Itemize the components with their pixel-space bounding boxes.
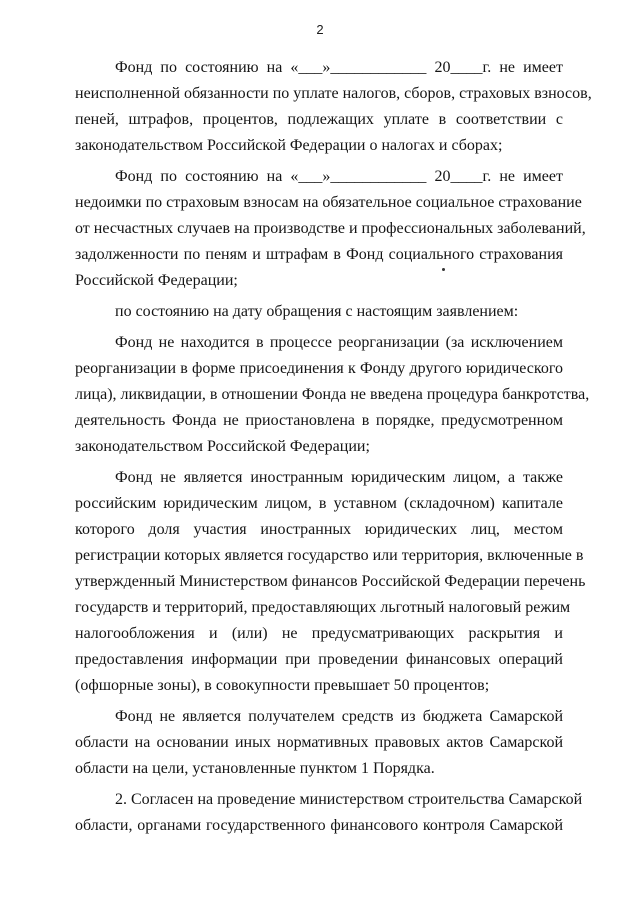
text-line: Фонд по состоянию на «___»____________ 20____г. не имеет [115,59,563,76]
text-line: которого доля участия иностранных юридических лиц, местом [75,521,563,538]
text-line: области на цели, установленные пунктом 1 Порядка. [75,760,435,777]
paragraph-consent [75,787,583,839]
text-line: реорганизации в форме присоединения к Фонду другого юридического [75,360,563,377]
text-line: 2. Согласен на проведение министерством строительства Самарской [115,791,583,808]
paragraph-foreign-entity [75,465,586,699]
paragraph-insurance-arrears [75,164,586,294]
page-number: 2 [316,22,324,37]
text-line: недоимки по страховым взносам на обязательное социальное страхование [75,194,582,211]
text-line: законодательством Российской Федерации; [75,438,370,455]
text-line: от несчастных случаев на производстве и профессиональных заболеваний, [75,220,586,237]
text-line: задолженности по пеням и штрафам в Фонд социального страхования [75,246,563,263]
scan-speck [442,268,445,271]
text-line: налогообложения и (или) не предусматривающих раскрытия и [75,625,563,642]
text-line: области, органами государственного финансового контроля Самарской [75,817,563,834]
text-line: области на основании иных нормативных правовых актов Самарской [75,734,563,751]
text-line: Фонд не является получателем средств из бюджета Самарской [115,708,563,725]
text-line: пеней, штрафов, процентов, подлежащих уплате в соответствии с [75,111,563,128]
text-line: неисполненной обязанности по уплате налогов, сборов, страховых взносов, [75,85,592,102]
text-line: Фонд по состоянию на «___»____________ 20____г. не имеет [115,168,563,185]
text-line: Фонд не является иностранным юридическим лицом, а также [115,469,563,486]
text-line: российским юридическим лицом, в уставном (складочном) капитале [75,495,563,512]
text-line: предоставления информации при проведении финансовых операций [75,651,563,668]
text-line: по состоянию на дату обращения с настоящим заявлением: [115,303,519,320]
document-body [75,55,592,839]
text-line: деятельность Фонда не приостановлена в порядке, предусмотренном [75,412,563,429]
text-line: Российской Федерации; [75,272,238,289]
text-line: регистрации которых является государство или территория, включенные в [75,547,584,564]
paragraph-budget-recipient [75,704,563,782]
text-line: лица), ликвидации, в отношении Фонда не введена процедура банкротства, [75,386,590,403]
text-line: законодательством Российской Федерации о налогах и сборах; [75,137,503,154]
text-line: Фонд не находится в процессе реорганизации (за исключением [115,334,563,351]
text-line: утвержденный Министерством финансов Российской Федерации перечень [75,573,586,590]
text-line: (офшорные зоны), в совокупности превышает 50 процентов; [75,677,490,694]
paragraph-tax-obligations [75,55,592,159]
paragraph-as-of-date [75,299,563,325]
text-line: государств и территорий, предоставляющих льготный налоговый режим [75,599,571,616]
paragraph-reorganization [75,330,590,460]
